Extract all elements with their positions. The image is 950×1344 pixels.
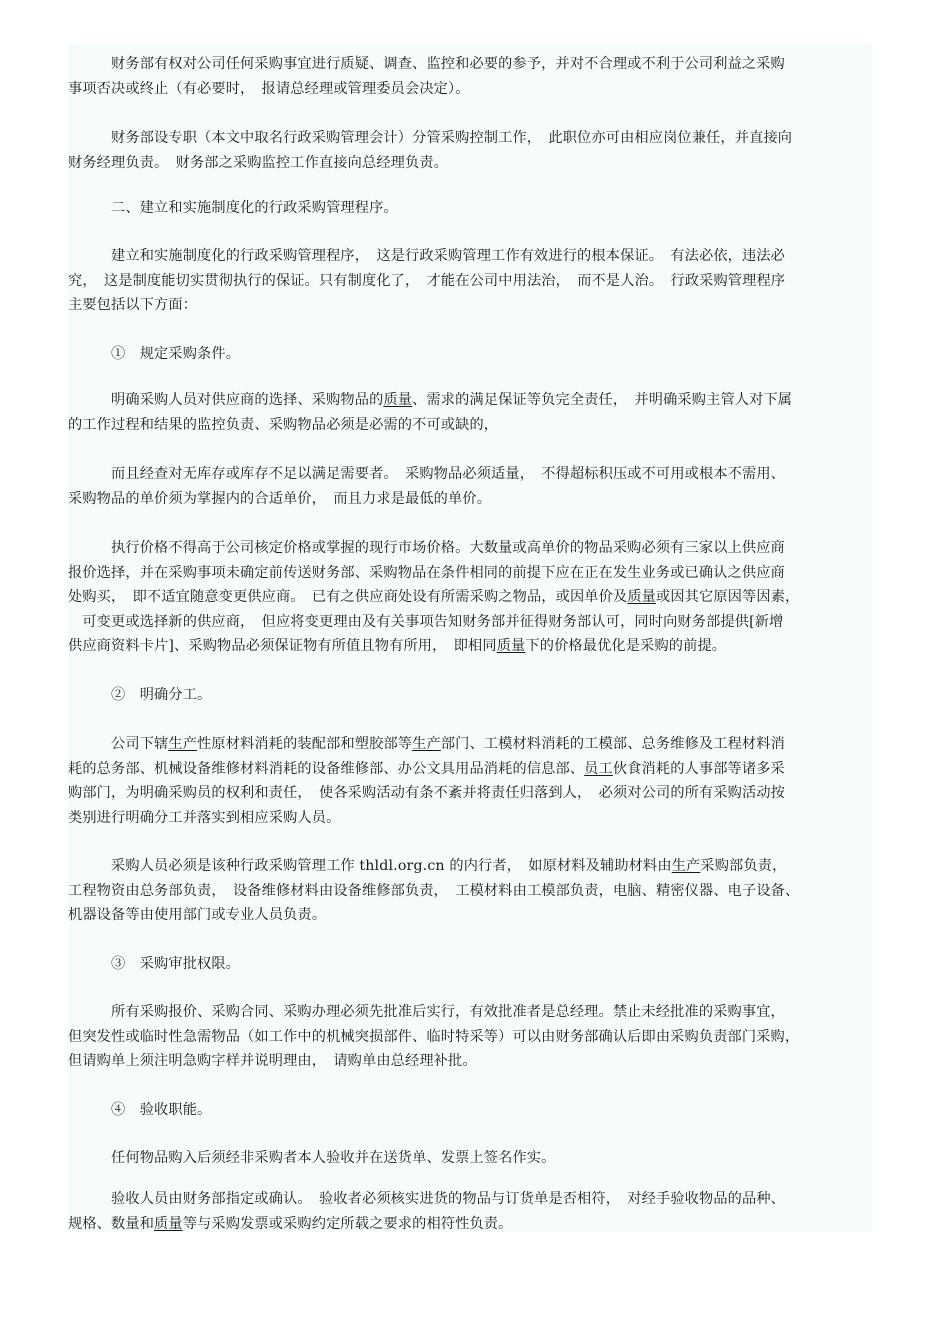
text-line [68, 903, 872, 928]
text-line [68, 1146, 872, 1171]
keyword-link[interactable]: 质量 [154, 1215, 183, 1232]
text-line [68, 854, 872, 879]
text-line [68, 732, 872, 757]
text-line [68, 757, 872, 782]
text-line [68, 413, 872, 438]
text-line [68, 1098, 872, 1123]
paragraph [68, 952, 872, 977]
text-line [68, 269, 872, 294]
keyword-link[interactable]: 质量 [627, 589, 656, 605]
text-segment: 伙食消耗的人事部等诸多采 [612, 760, 785, 777]
text-segment: 执行价格不得高于公司核定价格或掌握的现行市场价格。大数量或高单价的物品采购必须有三家以上供应商 [68, 540, 785, 556]
paragraph [68, 1098, 872, 1123]
text-segment: 性原材料消耗的装配部和塑胶部等 [197, 736, 413, 752]
keyword-link[interactable]: 生产 [168, 736, 198, 752]
text-segment: 部门、工模材料消耗的工模部、总务维修及工程材料消 [440, 736, 785, 752]
text-segment: 机器设备等由使用部门或专业人员负责。 [68, 907, 327, 923]
text-line [68, 1187, 872, 1212]
text-line [68, 487, 872, 512]
text-line [68, 196, 872, 221]
paragraph [68, 52, 872, 101]
text-segment: 究， 这是制度能切实贯彻执行的保证。只有制度化了， 才能在公司中用法治， 而不是人治。 行政采购管理程序 [68, 272, 786, 289]
keyword-link[interactable]: 生产 [412, 736, 441, 752]
text-line [68, 806, 872, 831]
text-line [68, 610, 872, 635]
paragraph [68, 1187, 872, 1236]
paragraph [68, 1000, 872, 1074]
paragraph [68, 732, 872, 830]
text-segment: 的工作过程和结果的监控负责、采购物品必须是必需的不可或缺的， [68, 416, 499, 433]
text-segment: 下的价格最优化是采购的前提。 [525, 638, 727, 654]
text-line [68, 952, 872, 977]
text-segment: 财务部有权对公司任何采购事宜进行质疑、调查、监控和必要的参予，并对不合理或不利于公司利益之采购 [68, 56, 785, 72]
text-line [68, 683, 872, 708]
text-line [68, 634, 872, 659]
text-line [68, 781, 872, 806]
paragraph [68, 683, 872, 708]
text-segment: 规格、数量和 [68, 1215, 155, 1232]
paragraph [68, 536, 872, 659]
document-body [68, 44, 872, 1232]
text-segment: 二、建立和实施制度化的行政采购管理程序。 [68, 200, 398, 216]
text-line [68, 462, 872, 487]
text-line [68, 151, 872, 176]
text-line [68, 293, 872, 318]
text-line [68, 1049, 872, 1074]
text-segment: 、需求的满足保证等负完全责任， 并明确采购主管人对下属 [412, 392, 793, 408]
text-line [68, 1025, 872, 1050]
text-segment: 主要包括以下方面： [68, 297, 198, 313]
text-segment: ④ 验收职能。 [68, 1102, 212, 1118]
text-line [68, 561, 872, 586]
text-segment: 等与采购发票或采购约定所载之要求的相符性负责。 [182, 1215, 513, 1232]
text-line [68, 536, 872, 561]
text-segment: 或因其它原因等因素， [656, 589, 800, 605]
text-line [68, 244, 872, 269]
paragraph [68, 126, 872, 175]
text-line [68, 879, 872, 904]
text-line [68, 585, 872, 610]
text-segment: ③ 采购审批权限。 [68, 956, 241, 972]
text-segment: 明确采购人员对供应商的选择、采购物品的 [68, 392, 384, 408]
text-segment: 而且经查对无库存或库存不足以满足需要者。 采购物品必须适量， 不得超标积压或不可用或根本不需用、 [68, 466, 786, 482]
keyword-link[interactable]: 质量 [383, 392, 413, 408]
text-segment: 工程物资由总务部负责， 设备维修材料由设备维修部负责， 工模材料由工模部负责，电脑、精密仪器、电子设备、 [68, 882, 800, 899]
text-segment: 但请购单上须注明急购字样并说明理由， 请购单由总经理补批。 [68, 1053, 477, 1069]
text-segment: 购部门，为明确采购员的权利和责任， 使各采购活动有条不紊并将责任归落到人， 必须对公司的所有采购活动按 [68, 785, 786, 801]
paragraph [68, 244, 872, 318]
text-line [68, 342, 872, 367]
text-line [68, 1000, 872, 1025]
paragraph [68, 196, 872, 221]
text-segment: 采购人员必须是该种行政采购管理工作 thldl.org.cn 的内行者， 如原材料及辅助材料由 [68, 858, 672, 874]
keyword-link[interactable]: 生产 [671, 858, 701, 874]
text-segment: 可变更或选择新的供应商， 但应将变更理由及有关事项告知财务部并征得财务部认可，同时向财务部提供[新增 [68, 613, 784, 630]
text-segment: 公司下辖 [68, 736, 169, 752]
text-segment: 验收人员由财务部指定或确认。 验收者必须核实进货的物品与订货单是否相符， 对经手验收物品的品种、 [68, 1191, 786, 1207]
text-segment: 耗的总务部、机械设备维修材料消耗的设备维修部、办公文具用品消耗的信息部、 [68, 760, 585, 777]
paragraph [68, 342, 872, 367]
text-segment: 财务经理负责。 财务部之采购监控工作直接向总经理负责。 [68, 154, 449, 171]
text-segment: 类别进行明确分工并落实到相应采购人员。 [68, 809, 341, 826]
text-segment: 财务部设专职（本文中取名行政采购管理会计）分管采购控制工作， 此职位亦可由相应岗位兼任，并直接向 [68, 130, 793, 146]
text-segment: 建立和实施制度化的行政采购管理程序， 这是行政采购管理工作有效进行的根本保证。 有法必依，违法必 [68, 248, 786, 264]
text-line [68, 126, 872, 151]
paragraph [68, 1146, 872, 1171]
text-segment: 供应商资料卡片]、采购物品必须保证物有所值且物有所用， 即相同 [68, 638, 497, 654]
keyword-link[interactable]: 员工 [584, 760, 613, 777]
text-line [68, 52, 872, 77]
text-segment: 处购买， 即不适宜随意变更供应商。 已有之供应商处设有所需采购之物品，或因单价及 [68, 589, 628, 605]
text-segment: 任何物品购入后须经非采购者本人验收并在送货单、发票上签名作实。 [68, 1150, 556, 1166]
text-segment: 报价选择，并在采购事项未确定前传送财务部、采购物品在条件相同的前提下应在正在发生业务或已确认之供应商 [68, 564, 785, 581]
text-segment: ② 明确分工。 [68, 687, 212, 703]
keyword-link[interactable]: 质量 [496, 638, 526, 654]
text-line [68, 77, 872, 102]
paragraph [68, 854, 872, 928]
paragraph [68, 388, 872, 437]
text-segment: 所有采购报价、采购合同、采购办理必须先批准后实行，有效批准者是总经理。禁止未经批准的采购事宜， [68, 1004, 785, 1020]
paragraph [68, 462, 872, 511]
text-line [68, 388, 872, 413]
text-line [68, 1212, 872, 1237]
text-segment: 采购物品的单价须为掌握内的合适单价， 而且力求是最低的单价。 [68, 490, 492, 507]
text-segment: 事项否决或终止（有必要时， 报请总经理或管理委员会决定）。 [68, 80, 470, 97]
text-segment: 但突发性或临时性急需物品（如工作中的机械突损部件、临时特采等）可以由财务部确认后即由采购负责部门采购， [68, 1028, 800, 1045]
text-segment: ① 规定采购条件。 [68, 346, 241, 362]
text-segment: 采购部负责， [700, 858, 787, 874]
